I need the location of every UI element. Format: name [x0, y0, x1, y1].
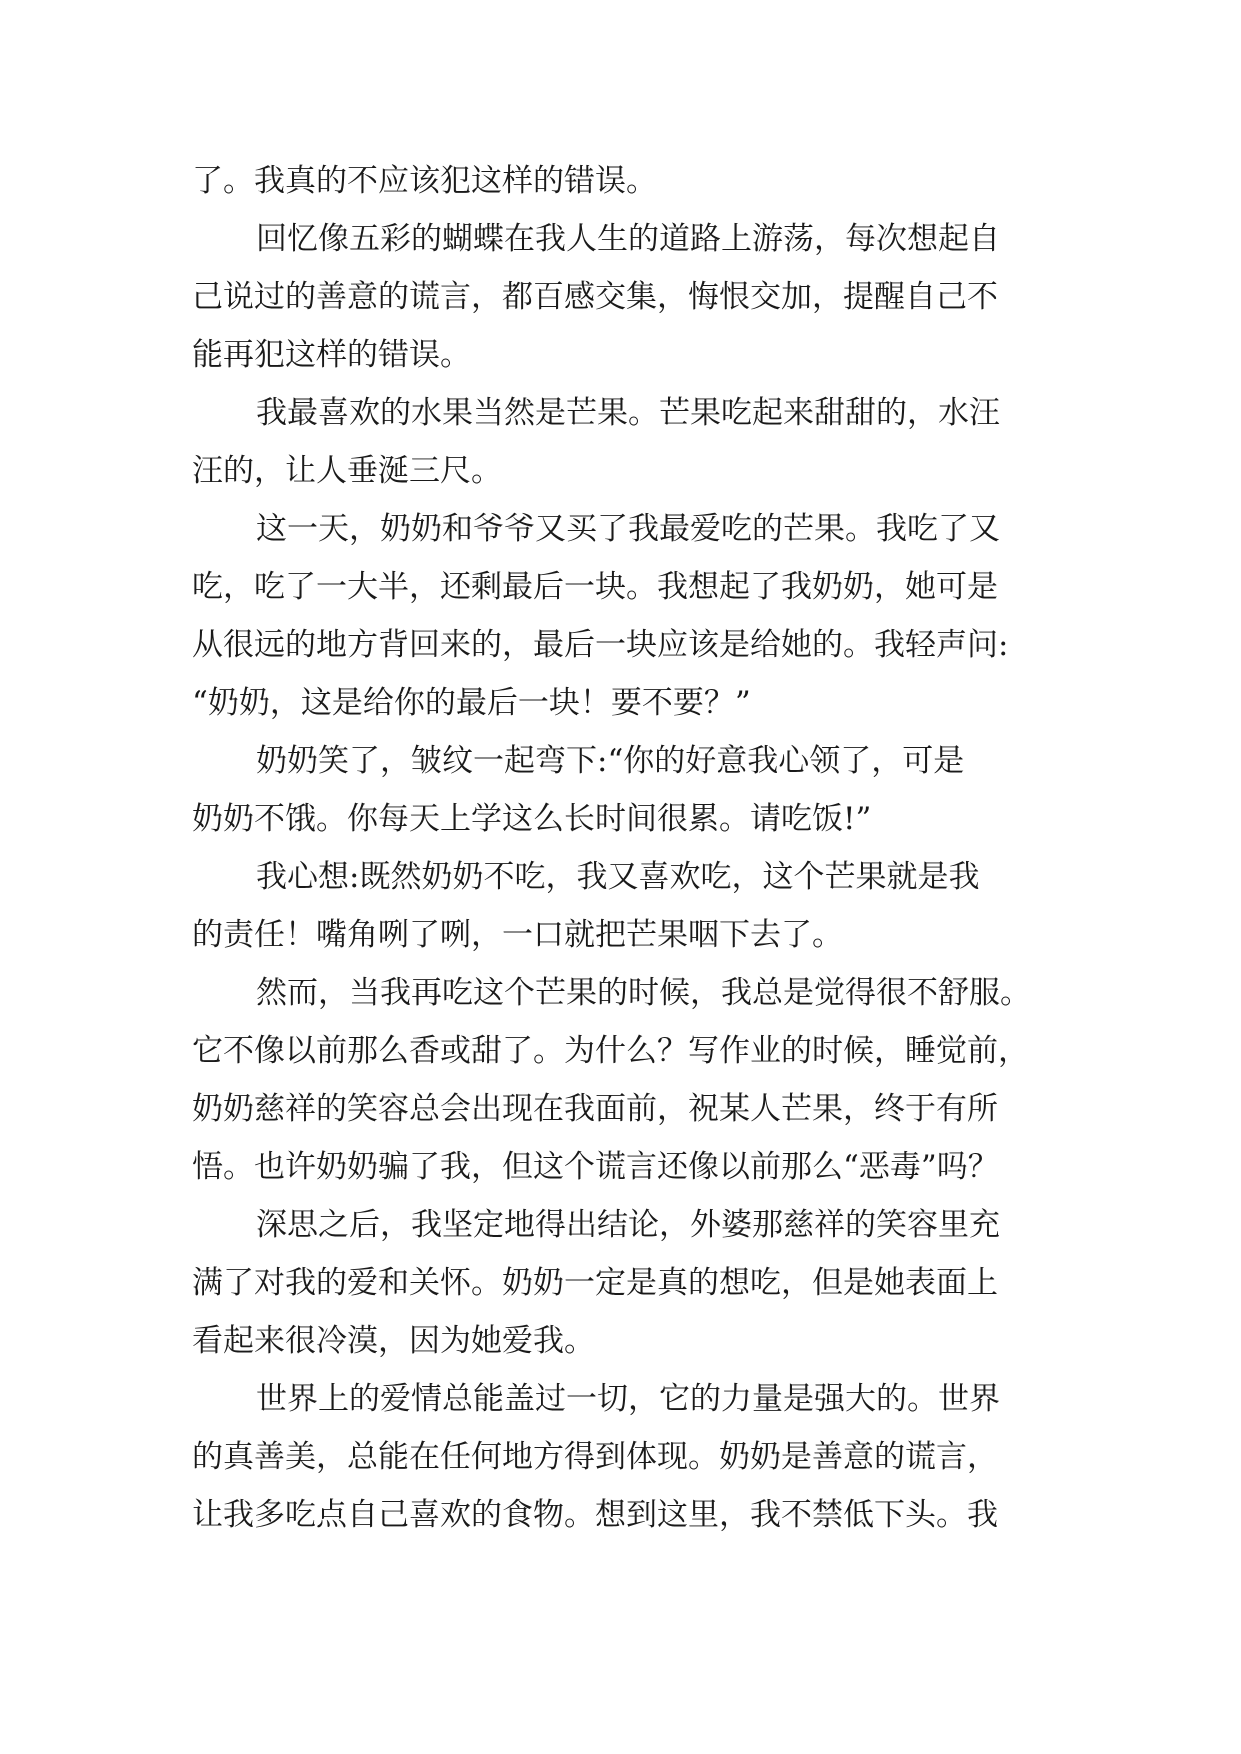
paragraph-start-line: 深思之后，我坚定地得出结论，外婆那慈祥的笑容里充 — [256, 1207, 1000, 1243]
text-line: 能再犯这样的错误。 — [192, 337, 471, 373]
paragraph-start-line: 回忆像五彩的蝴蝶在我人生的道路上游荡，每次想起自 — [256, 221, 1000, 257]
text-line: 吃，吃了一大半，还剩最后一块。我想起了我奶奶，她可是 — [192, 569, 998, 605]
essay-body — [192, 152, 1052, 1544]
paragraph-start-line: 奶奶笑了，皱纹一起弯下:“你的好意我心领了，可是 — [256, 743, 965, 779]
text-line: 从很远的地方背回来的，最后一块应该是给她的。我轻声问: — [192, 627, 1009, 663]
paragraph-start-line: 我最喜欢的水果当然是芒果。芒果吃起来甜甜的，水汪 — [256, 395, 1000, 431]
text-line: 悟。也许奶奶骗了我，但这个谎言还像以前那么“恶毒”吗？ — [192, 1149, 999, 1185]
text-line: 的责任！嘴角咧了咧，一口就把芒果咽下去了。 — [192, 917, 843, 953]
text-line: 看起来很冷漠，因为她爱我。 — [192, 1323, 595, 1359]
text-line: “奶奶，这是给你的最后一块！要不要？” — [192, 685, 751, 721]
paragraph-start-line: 这一天，奶奶和爷爷又买了我最爱吃的芒果。我吃了又 — [256, 511, 1000, 547]
text-line: 让我多吃点自己喜欢的食物。想到这里，我不禁低下头。我 — [192, 1497, 998, 1533]
paragraph-start-line: 我心想:既然奶奶不吃，我又喜欢吃，这个芒果就是我 — [256, 859, 980, 895]
text-line: 了。我真的不应该犯这样的错误。 — [192, 163, 657, 199]
text-line: 汪的，让人垂涎三尺。 — [192, 453, 502, 489]
text-line: 满了对我的爱和关怀。奶奶一定是真的想吃，但是她表面上 — [192, 1265, 998, 1301]
paragraph-start-line: 世界上的爱情总能盖过一切，它的力量是强大的。世界 — [256, 1381, 1000, 1417]
text-line: 奶奶不饿。你每天上学这么长时间很累。请吃饭!” — [192, 801, 872, 837]
text-line: 它不像以前那么香或甜了。为什么？写作业的时候，睡觉前， — [192, 1033, 1029, 1069]
text-line: 奶奶慈祥的笑容总会出现在我面前，祝某人芒果，终于有所 — [192, 1091, 998, 1127]
text-line: 的真善美，总能在任何地方得到体现。奶奶是善意的谎言， — [192, 1439, 998, 1475]
paragraph-start-line: 然而，当我再吃这个芒果的时候，我总是觉得很不舒服。 — [256, 975, 1031, 1011]
text-line: 己说过的善意的谎言，都百感交集，悔恨交加，提醒自己不 — [192, 279, 998, 315]
